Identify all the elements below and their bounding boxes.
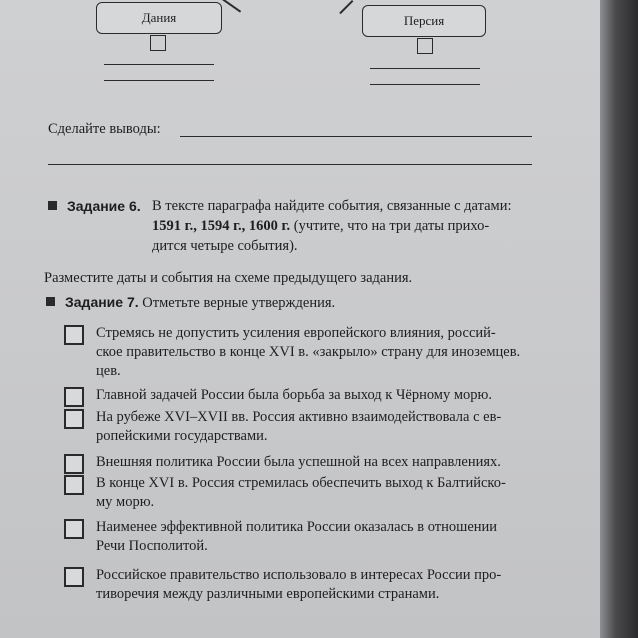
conclusion-label: Сделайте выводы: — [48, 121, 161, 137]
statement-line: На рубеже XVI–XVII вв. Россия активно взаимодействовала с ев- — [96, 409, 502, 425]
statement-line: Внешняя политика России была успешной на всех направлениях. — [96, 454, 501, 470]
statement-line: ское правительство в конце XVI в. «закрыло» страну для иноземцев. — [96, 344, 521, 360]
statement-line: цев. — [96, 363, 121, 379]
statement-line: тиворечия между различными европейскими странами. — [96, 586, 440, 602]
statement-line: Наименее эффективной политика России оказалась в отношении — [96, 519, 498, 535]
persia-answer-line-1[interactable] — [370, 68, 480, 69]
task6-dates: 1591 г., 1594 г., 1600 г. — [152, 218, 291, 234]
statement-line: Российское правительство использовало в интересах России про- — [96, 567, 502, 583]
task7-text: Отметьте верные утверждения. — [142, 295, 336, 311]
diagram-box-persia: Персия — [362, 5, 486, 37]
page-edge-shadow — [600, 0, 638, 638]
task6-line2-rest: (учтите, что на три даты прихо- — [290, 218, 490, 234]
statement-checkbox[interactable] — [64, 325, 84, 345]
denmark-answer-line-1[interactable] — [104, 64, 214, 65]
denmark-answer-line-2[interactable] — [104, 80, 214, 81]
task6-text — [152, 196, 552, 256]
task7-header — [46, 292, 335, 313]
diagram-connector-left — [222, 0, 241, 13]
diagram-connector-right — [339, 0, 353, 14]
statement-line: ропейскими государствами. — [96, 428, 268, 444]
conclusion-line-1[interactable] — [180, 136, 532, 137]
task7-marker — [46, 297, 55, 306]
task7-label: Задание 7. — [65, 294, 139, 310]
denmark-checkbox[interactable] — [150, 35, 166, 51]
task6-line2 — [152, 216, 552, 236]
statement-line: Главной задачей России была борьба за выход к Чёрному морю. — [96, 387, 492, 403]
persia-checkbox[interactable] — [417, 38, 433, 54]
statement-checkbox[interactable] — [64, 454, 84, 474]
statement-checkbox[interactable] — [64, 519, 84, 539]
diagram-box-denmark: Дания — [96, 2, 222, 34]
statement-checkbox[interactable] — [64, 409, 84, 429]
task6-line3: дится четыре события). — [152, 238, 298, 254]
statement-checkbox[interactable] — [64, 475, 84, 495]
task6-header — [48, 196, 141, 217]
statement-line: му морю. — [96, 494, 155, 510]
statement-checkbox[interactable] — [64, 567, 84, 587]
statement-checkbox[interactable] — [64, 387, 84, 407]
task6-marker — [48, 201, 57, 210]
task6-label: Задание 6. — [67, 198, 141, 214]
statement-line: В конце XVI в. Россия стремилась обеспечить выход к Балтийско- — [96, 475, 506, 491]
placement-instruction: Разместите даты и события на схеме предыдущего задания. — [44, 270, 413, 286]
statement-line: Речи Посполитой. — [96, 538, 208, 554]
statement-line: Стремясь не допустить усиления европейского влияния, россий- — [96, 325, 496, 341]
task6-line1: В тексте параграфа найдите события, связанные с датами: — [152, 198, 512, 214]
conclusion-line-2[interactable] — [48, 164, 532, 165]
persia-answer-line-2[interactable] — [370, 84, 480, 85]
